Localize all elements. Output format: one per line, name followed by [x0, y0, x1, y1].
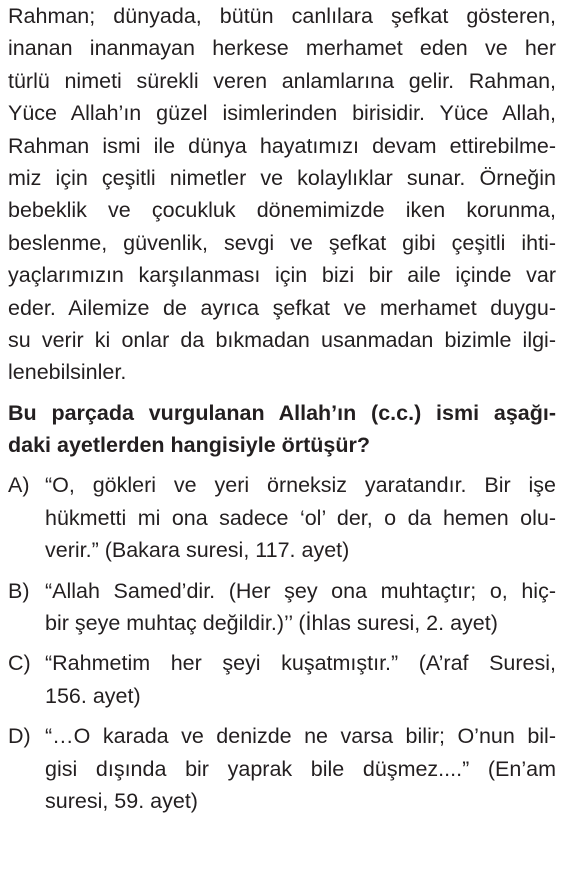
option-line: suresi, 59. ayet) [45, 788, 198, 813]
passage-line: beslenme, güvenlik, sevgi ve şefkat gibi çeşitli ihti- [8, 230, 556, 255]
passage [8, 0, 556, 389]
passage-line: bebeklik ve çocukluk dönemimizde iken korunma, [8, 198, 556, 223]
question-line: Bu parçada vurgulanan Allah’ın (c.c.) ismi aşağı- [8, 400, 556, 425]
option-c[interactable] [8, 647, 556, 712]
passage-line: yaçlarımızın karşılanması için bizi bir aile içinde var [8, 263, 556, 288]
option-letter: C) [8, 651, 31, 676]
passage-line: Yüce Allah’ın güzel isimlerinden birisidir. Yüce Allah, [8, 101, 556, 126]
passage-line: türlü nimeti sürekli veren anlamlarına gelir. Rahman, [8, 68, 556, 93]
option-line: “O, gökleri ve yeri örneksiz yaratandır. Bir işe [45, 473, 556, 498]
option-line: verir.” (Bakara suresi, 117. ayet) [45, 538, 350, 563]
option-letter: A) [8, 473, 30, 498]
passage-line: lenebilsinler. [8, 360, 127, 385]
question-line: daki ayetlerden hangisiyle örtüşür? [8, 433, 371, 458]
option-line: gisi dışında bir yaprak bile düşmez....” (En’am [45, 756, 556, 781]
option-a[interactable] [8, 469, 556, 566]
option-line: “…O karada ve denizde ne varsa bilir; O’nun bil- [45, 724, 556, 749]
passage-line: miz için çeşitli nimetler ve kolaylıklar sunar. Örneğin [8, 165, 556, 190]
option-d[interactable] [8, 720, 556, 817]
passage-line: inanan inanmayan herkese merhamet eden ve her [8, 36, 556, 61]
question-stem [8, 397, 556, 462]
passage-line: Rahman ismi ile dünya hayatımızı devam ettirebilme- [8, 133, 556, 158]
option-letter: D) [8, 724, 31, 749]
passage-line: eder. Ailemize de ayrıca şefkat ve merhamet duygu- [8, 295, 556, 320]
option-line: 156. ayet) [45, 683, 141, 708]
passage-line: Rahman; dünyada, bütün canlılara şefkat gösteren, [8, 4, 556, 28]
option-line: bir şeye muhtaç değildir.)’’ (İhlas suresi, 2. ayet) [45, 611, 498, 636]
passage-line: su verir ki onlar da bıkmadan usanmadan bizimle ilgi- [8, 327, 556, 352]
question-page [8, 0, 556, 817]
option-letter: B) [8, 578, 30, 603]
option-line: “Allah Samed’dir. (Her şey ona muhtaçtır; o, hiç- [45, 578, 556, 603]
option-b[interactable] [8, 575, 556, 640]
option-line: hükmetti mi ona sadece ‘ol’ der, o da hemen olu- [45, 505, 556, 530]
option-line: “Rahmetim her şeyi kuşatmıştır.” (A’raf Suresi, [45, 651, 556, 676]
